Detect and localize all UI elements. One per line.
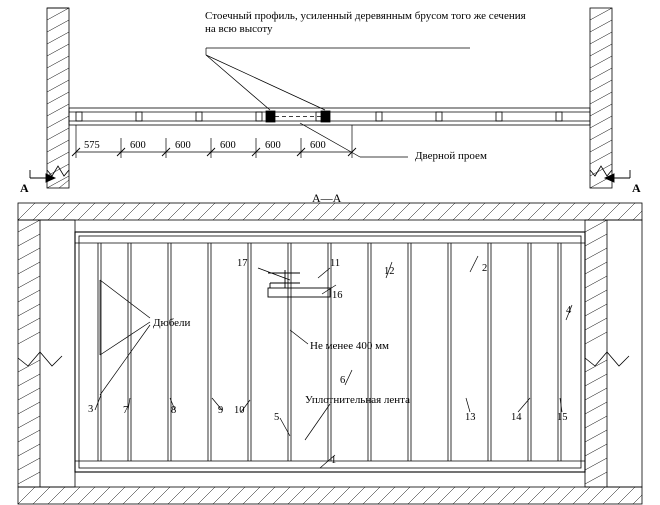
dimension-value-2: 600 <box>130 140 146 151</box>
item-number-10: 10 <box>234 405 245 416</box>
item-number-13: 13 <box>465 412 476 423</box>
item-number-11: 11 <box>330 258 341 269</box>
item-number-14: 14 <box>511 412 522 423</box>
item-number-6: 6 <box>340 375 346 386</box>
item-number-3: 3 <box>88 404 94 415</box>
item-number-2: 2 <box>482 263 488 274</box>
dimension-value-4: 600 <box>220 140 236 151</box>
item-number-5: 5 <box>274 412 280 423</box>
section-mark-right: A <box>632 181 641 195</box>
section-title: А—А <box>312 191 342 205</box>
section-mark-left: A <box>20 181 29 195</box>
item-number-8: 8 <box>171 405 177 416</box>
callout-door-opening: Дверной проем <box>415 150 487 162</box>
dimension-value-1: 575 <box>84 140 100 151</box>
item-number-17: 17 <box>237 258 248 269</box>
item-number-12: 12 <box>384 266 395 277</box>
item-number-16: 16 <box>332 290 343 301</box>
item-number-1: 1 <box>331 455 337 466</box>
dimension-value-5: 600 <box>265 140 281 151</box>
item-number-9: 9 <box>218 405 224 416</box>
item-number-7: 7 <box>123 405 129 416</box>
callout-sealing-tape: Уплотнительная лента <box>305 394 410 406</box>
dimension-value-3: 600 <box>175 140 191 151</box>
dimension-value-6: 600 <box>310 140 326 151</box>
item-number-15: 15 <box>557 412 568 423</box>
callout-top-note: Стоечный профиль, усиленный деревянным брусом того же сечения на всю высоту <box>205 10 526 35</box>
callout-dowels: Дюбели <box>153 317 191 329</box>
item-number-4: 4 <box>566 305 572 316</box>
callout-min-dimension: Не менее 400 мм <box>310 340 389 352</box>
